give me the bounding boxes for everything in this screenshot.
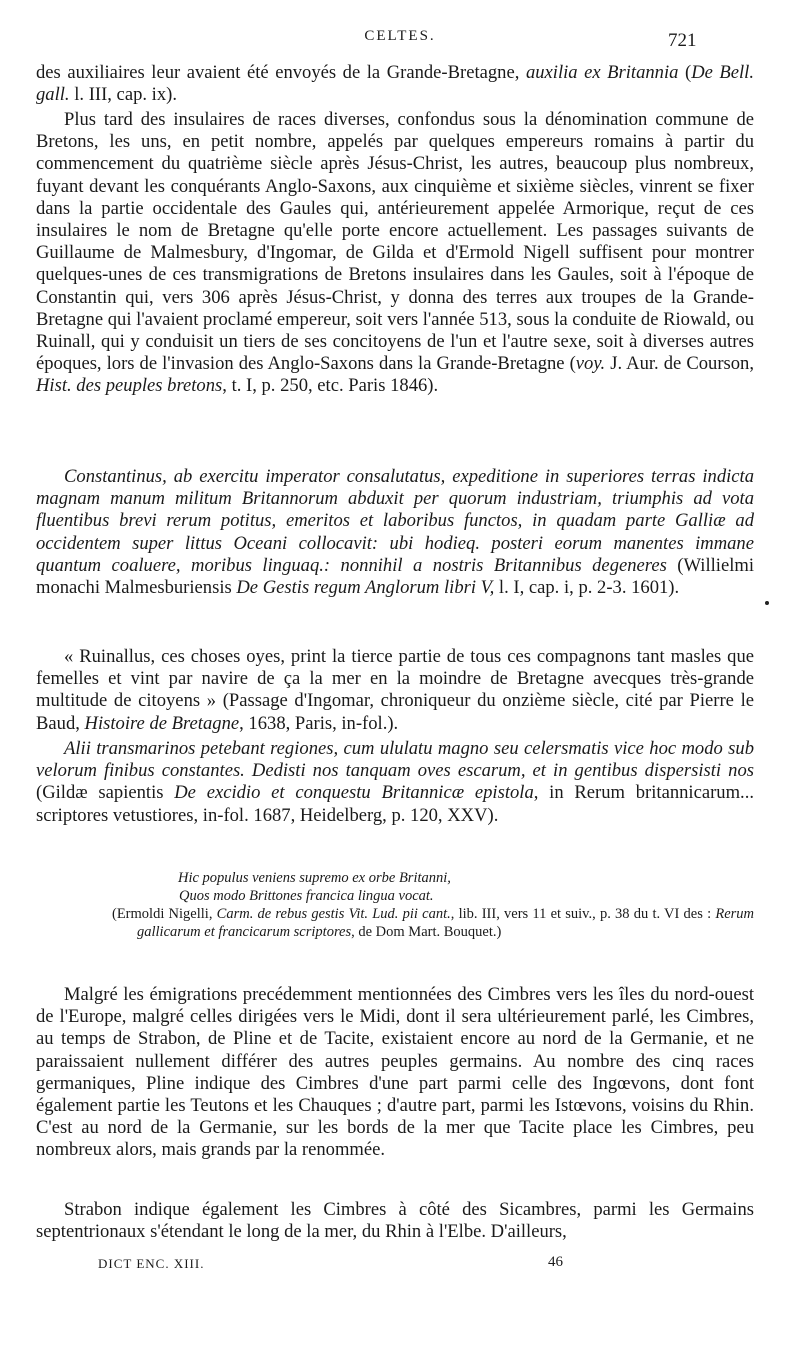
verse-line: Hic populus veniens supremo ex orbe Britanni, bbox=[178, 870, 451, 886]
quote-gildas: Alii transmarinos petebant regiones, cum ululatu magno seu celersmatis vice hoc modo sub velorum finibus constantes. Dedisti nos tanquam oves escarum, et in gentibus dispersisti nos (Gildæ sapientis De excidio et conquestu Britannicæ epistola, in Rerum britannicarum... scriptores vetustiores, in-fol. 1687, Heidelberg, p. 120, XXV). bbox=[36, 738, 754, 826]
footer-signature: DICT ENC. XIII. bbox=[98, 1256, 205, 1271]
margin-dot bbox=[765, 601, 769, 605]
running-title: CELTES. bbox=[364, 28, 436, 44]
footer-sheet-number: 46 bbox=[548, 1254, 563, 1270]
paragraph-breton-migrations: Plus tard des insulaires de races diverses, confondus sous la dénomination commune de Bretons, les uns, en petit nombre, appelés par quelques empereurs romains à partir du commencement du quatrième siècle après Jésus-Christ, les autres, beaucoup plus nombreux, fuyant devant les conquérants Anglo-Saxons, aux cinquième et sixième siècles, vinrent se fixer dans la partie occidentale des Gaules qui, antérieurement appelée Armorique, reçut de ces insulaires le nom de Bretagne qu'elle porte encore actuellement. Les passages suivants de Guillaume de Malmesbury, d'Ingomar, de Gilda et d'Ermold Nigell suffisent pour montrer quelques-unes de ces transmigrations de Bretons insulaires dans les Gaules, soit à l'époque de Constantin qui, vers 306 après Jésus-Christ, y donna des terres aux troupes de la Grande-Bretagne qui l'avaient proclamé empereur, soit vers l'année 513, sous la conduite de Riowald, ou Ruinall, qui y conduisit un tiers de ses concitoyens de l'un et l'autre sexe, soit à diverses autres époques, lors de l'invasion des Anglo-Saxons dans la Grande-Bretagne (voy. J. Aur. de Courson, Hist. des peuples bretons, t. I, p. 250, etc. Paris 1846). bbox=[36, 109, 754, 397]
verse-citation: (Ermoldi Nigelli, Carm. de rebus gestis Vit. Lud. pii cant., lib. III, vers 11 et suiv., p. 38 du t. VI des : Rerum gallicarum et francicarum scriptores, de Dom Mart. Bouquet.) bbox=[112, 906, 755, 940]
page-number: 721 bbox=[668, 30, 697, 51]
verse-quote bbox=[178, 870, 738, 905]
quote-malmesbury: Constantinus, ab exercitu imperator consalutatus, expeditione in superiores terras indicta magnam manum militum Britannorum abduxit per quorum industriam, triumphis ad vota fluentibus brevi rerum potitus, emeritos et laboribus functos, in quadam parte Galliæ ad occidentem super littus Oceani collocavit: ubi hodieq. posteri eorum manentes immane quantum coaluere, moribus linguaq.: nonnihil a nostris Britannibus degeneres (Willielmi monachi Malmesburiensis De Gestis regum Anglorum libri V, l. I, cap. i, p. 2-3. 1601). bbox=[36, 466, 755, 599]
paragraph-intro: des auxiliaires leur avaient été envoyés de la Grande-Bretagne, auxilia ex Britannia (De Bell. gall. l. III, cap. ix). bbox=[36, 62, 754, 106]
verse-line: Quos modo Brittones francica lingua vocat. bbox=[179, 887, 434, 904]
paragraph-strabon: Strabon indique également les Cimbres à côté des Sicambres, parmi les Germains septentrionaux s'étendant le long de la mer, du Rhin à l'Elbe. D'ailleurs, bbox=[36, 1199, 754, 1243]
paragraph-cimbres: Malgré les émigrations precédemment mentionnées des Cimbres vers les îles du nord-ouest de l'Europe, malgré celles dirigées vers le Midi, dont il sera ultérieurement parlé, les Cimbres, au temps de Strabon, de Pline et de Tacite, existaient encore au nord de la Germanie, et ne paraissaient nullement différer des autres peuples germains. Au nombre des cinq races germaniques, Pline indique des Cimbres d'une part parmi celle des Ingœvons, dont font également partie les Teutons et les Chauques ; d'autre part, parmi les Istœvons, voisins du Rhin. C'est au nord de la Germanie, sur les bords de la mer que Tacite place les Cimbres, peu nombreux alors, mais grands par la renommée. bbox=[36, 984, 754, 1161]
quote-ingomar: « Ruinallus, ces choses oyes, print la tierce partie de tous ces compagnons tant masles que femelles et vint par navire de ça la mer en la moindre de Bretagne avecques très-grande multitude de citoyens » (Passage d'Ingomar, chroniqueur du onzième siècle, cité par Pierre le Baud, Histoire de Bretagne, 1638, Paris, in-fol.). bbox=[36, 646, 754, 734]
